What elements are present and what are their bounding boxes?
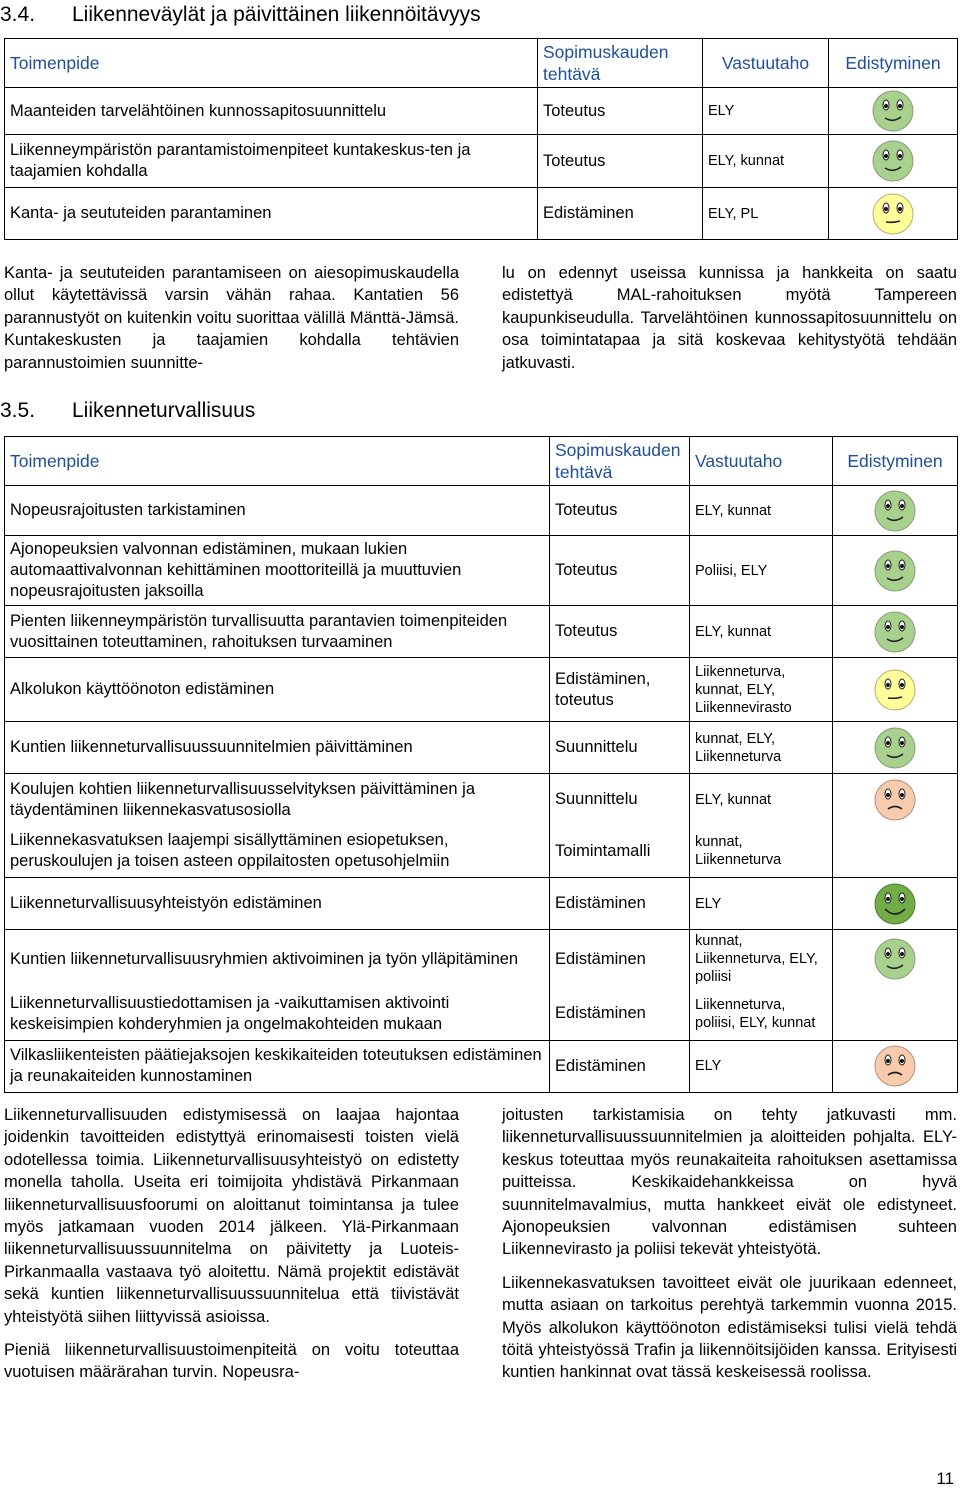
table-row [5,536,958,606]
progress-cell [833,930,958,989]
row-responsible: kunnat, ELY, Liikenneturva [690,722,833,774]
row-action: Pienten liikenneympäristön turvallisuutta parantavien toimenpiteiden vuosittainen toteuttaminen, rahoituksen turvaaminen [5,606,550,658]
row-responsible: Liikenneturva, poliisi, ELY, kunnat [690,988,833,1040]
table-liikennevaylat [4,38,958,240]
progress-cell [833,722,958,774]
row-action: Kuntien liikenneturvallisuussuunnitelmien päivittäminen [5,722,550,774]
smiley-good-icon [872,725,918,771]
paragraph: Liikenneturvallisuuden edistymisessä on laajaa hajontaa joidenkin tavoitteiden edistyttyä erinomaisesti toisten vielä odotellessa toimia. Liikenneturvallisuusyhteistyö on edistetty monella taholla. Useita eri toimijoita yhdistävä Pirkanmaan liikenneturvallisuusfoorumi on aloittanut toimintansa ja tulee myös jatkamaan vuoden 2014 jälkeen. Ylä-Pirkanmaan liikenneturvallisuussuunnitelma on päivitetty ja Luoteis-Pirkanmaalla vastaava työ aloitettu. Nämä projektit edistävät sekä kuntien liikenneturvallisuussuunnitelua että tiivistävät yhteistyötä siihen liittyvissä asioissa. [4,1106,459,1326]
row-action: Liikenneturvallisuusyhteistyön edistäminen [5,878,550,930]
smiley-good-icon [870,138,916,184]
progress-cell [833,988,958,1040]
row-responsible: Liikenneturva, kunnat, ELY, Liikennevirasto [690,658,833,722]
paragraph: joitusten tarkistamisia on tehty jatkuvasti mm. liikenneturvallisuussuunnitelmien ja aloitteiden pohjalta. ELY-keskus toteuttaa myös reunakaiteita rahoituksen asettamissa puitteissa. Keskikaidehankkeissa on hyvä suunnitelmavalmius, mutta hankkeet eivät ole edistyneet. Ajonopeuksien valvonnan edistämisen suhteen Liikennevirasto ja poliisi tekevät yhteistyötä. [502,1106,957,1259]
progress-cell [833,774,958,826]
paragraph: Kanta- ja seututeiden parantamiseen on aiesopimuskaudella ollut käytettävissä varsin vähän rahaa. Kantatien 56 parannustyöt on kuitenkin voitu suorittaa välillä Mänttä-Jämsä. Kuntakeskusten ja taajamien kohdalla tehtävien parannustoimien suunnitte- [4,264,459,372]
smiley-good-icon [872,548,918,594]
header-sopimuskauden-tehtava: Sopimuskauden tehtävä [538,39,703,88]
row-task: Toteutus [550,606,690,658]
row-task: Edistäminen [550,878,690,930]
row-responsible: ELY, kunnat [690,606,833,658]
row-action: Nopeusrajoitusten tarkistaminen [5,486,550,536]
progress-cell [829,188,958,240]
row-task: Edistäminen [550,1040,690,1092]
section-35-title: Liikenneturvallisuus [72,399,256,422]
row-action: Liikenneturvallisuustiedottamisen ja -vaikuttamisen aktivointi keskeisimpien kohderyhmien ja ongelmakohteiden mukaan [5,988,550,1040]
table-row [5,774,958,826]
row-responsible: kunnat, Liikenneturva [690,826,833,878]
row-responsible: Poliisi, ELY [690,536,833,606]
table-liikenneturvallisuus [4,436,958,1093]
row-task: Edistäminen [538,188,703,240]
table-row [5,722,958,774]
smiley-neutral-icon [872,667,918,713]
row-action: Alkolukon käyttöönoton edistäminen [5,658,550,722]
row-action: Kuntien liikenneturvallisuusryhmien aktivoiminen ja työn ylläpitäminen [5,930,550,989]
table-row [5,88,958,135]
smiley-neutral-icon [870,191,916,237]
row-responsible: ELY, kunnat [690,486,833,536]
row-task: Suunnittelu [550,722,690,774]
row-task: Suunnittelu [550,774,690,826]
paragraph: Pieniä liikenneturvallisuustoimenpiteitä on voitu toteuttaa vuotuisen määrärahan turvin. Nopeusra- [4,1341,459,1382]
row-task: Toteutus [538,88,703,135]
header-sopimuskauden-tehtava: Sopimuskauden tehtävä [550,437,690,486]
header-toimenpide: Toimenpide [5,39,538,88]
section-35-heading [0,398,255,424]
section-35-number: 3.5. [0,399,36,422]
progress-cell [829,135,958,188]
row-responsible: ELY [690,878,833,930]
row-responsible: ELY, kunnat [690,774,833,826]
header-vastuutaho: Vastuutaho [703,39,829,88]
table-row [5,930,958,989]
page-number: 11 [936,1469,954,1488]
table-row [5,878,958,930]
row-task: Edistäminen [550,988,690,1040]
header-edistyminen: Edistyminen [833,437,958,486]
smiley-good-icon [870,88,916,134]
row-action: Ajonopeuksien valvonnan edistäminen, mukaan lukien automaattivalvonnan kehittäminen moottoriteillä ja muuttuvien nopeusrajoitusten jaksoilla [5,536,550,606]
table-header-row [5,39,958,88]
smiley-good-icon [872,609,918,655]
progress-cell [833,486,958,536]
row-action: Maanteiden tarvelähtöinen kunnossapitosuunnittelu [5,88,538,135]
section-35-text-right [502,1104,957,1395]
header-toimenpide: Toimenpide [5,437,550,486]
table-row [5,135,958,188]
section-34-number: 3.4. [0,3,36,26]
row-responsible: ELY, PL [703,188,829,240]
row-responsible: kunnat, Liikenneturva, ELY, poliisi [690,930,833,989]
smiley-good-icon [872,936,918,982]
table-row [5,1040,958,1092]
table-row [5,826,958,878]
progress-cell [833,658,958,722]
table-row [5,988,958,1040]
smiley-sad-icon [872,777,918,823]
row-action: Liikennekasvatuksen laajempi sisällyttäminen esiopetuksen, peruskoulujen ja toisen asteen oppilaitosten opetusohjelmiin [5,826,550,878]
section-34-title: Liikenneväylät ja päivittäinen liikennöitävyys [72,3,481,26]
progress-cell [833,1040,958,1092]
row-task: Toimintamalli [550,826,690,878]
row-task: Toteutus [538,135,703,188]
section-34-heading [0,2,481,28]
smiley-excellent-icon [872,881,918,927]
row-action: Liikenneympäristön parantamistoimenpiteet kuntakeskus-ten ja taajamien kohdalla [5,135,538,188]
progress-cell [833,536,958,606]
row-task: Edistäminen, toteutus [550,658,690,722]
smiley-good-icon [872,488,918,534]
row-action: Koulujen kohtien liikenneturvallisuusselvityksen päivittäminen ja täydentäminen liikennekasvatusosiolla [5,774,550,826]
row-action: Kanta- ja seututeiden parantaminen [5,188,538,240]
progress-cell [833,606,958,658]
row-task: Toteutus [550,536,690,606]
header-edistyminen: Edistyminen [829,39,958,88]
table-row [5,606,958,658]
progress-cell [833,826,958,878]
row-responsible: ELY [690,1040,833,1092]
row-task: Toteutus [550,486,690,536]
section-34-text-left [4,262,459,385]
table-header-row [5,437,958,486]
paragraph: Liikennekasvatuksen tavoitteet eivät ole juurikaan edenneet, mutta asiaan on tarkoitus perehtyä tarkemmin vuonna 2015. Myös alkolukon käyttöönoton edistämiseksi tulisi vielä tehdä töitä yhteistyössä Trafin ja liikennöitsijöiden kanssa. Erityisesti kuntien hankinnat ovat tässä keskeisessä roolissa. [502,1273,957,1382]
table-row [5,188,958,240]
header-vastuutaho: Vastuutaho [690,437,833,486]
smiley-sad-icon [872,1043,918,1089]
progress-cell [829,88,958,135]
section-35-text-left [4,1104,459,1395]
progress-cell [833,878,958,930]
section-34-text-right [502,262,957,385]
row-action: Vilkasliikenteisten päätiejaksojen keskikaiteiden toteutuksen edistäminen ja reunakaiteiden kunnostaminen [5,1040,550,1092]
row-responsible: ELY, kunnat [703,135,829,188]
row-task: Edistäminen [550,930,690,989]
row-responsible: ELY [703,88,829,135]
table-row [5,658,958,722]
table-row [5,486,958,536]
paragraph: lu on edennyt useissa kunnissa ja hankkeita on saatu edistettyä MAL-rahoituksen myötä Tampereen kaupunkiseudulla. Tarvelähtöinen kunnossapitosuunnittelu on osa toimintatapaa ja sitä koskevaa kehitystyötä tehdään jatkuvasti. [502,264,957,372]
